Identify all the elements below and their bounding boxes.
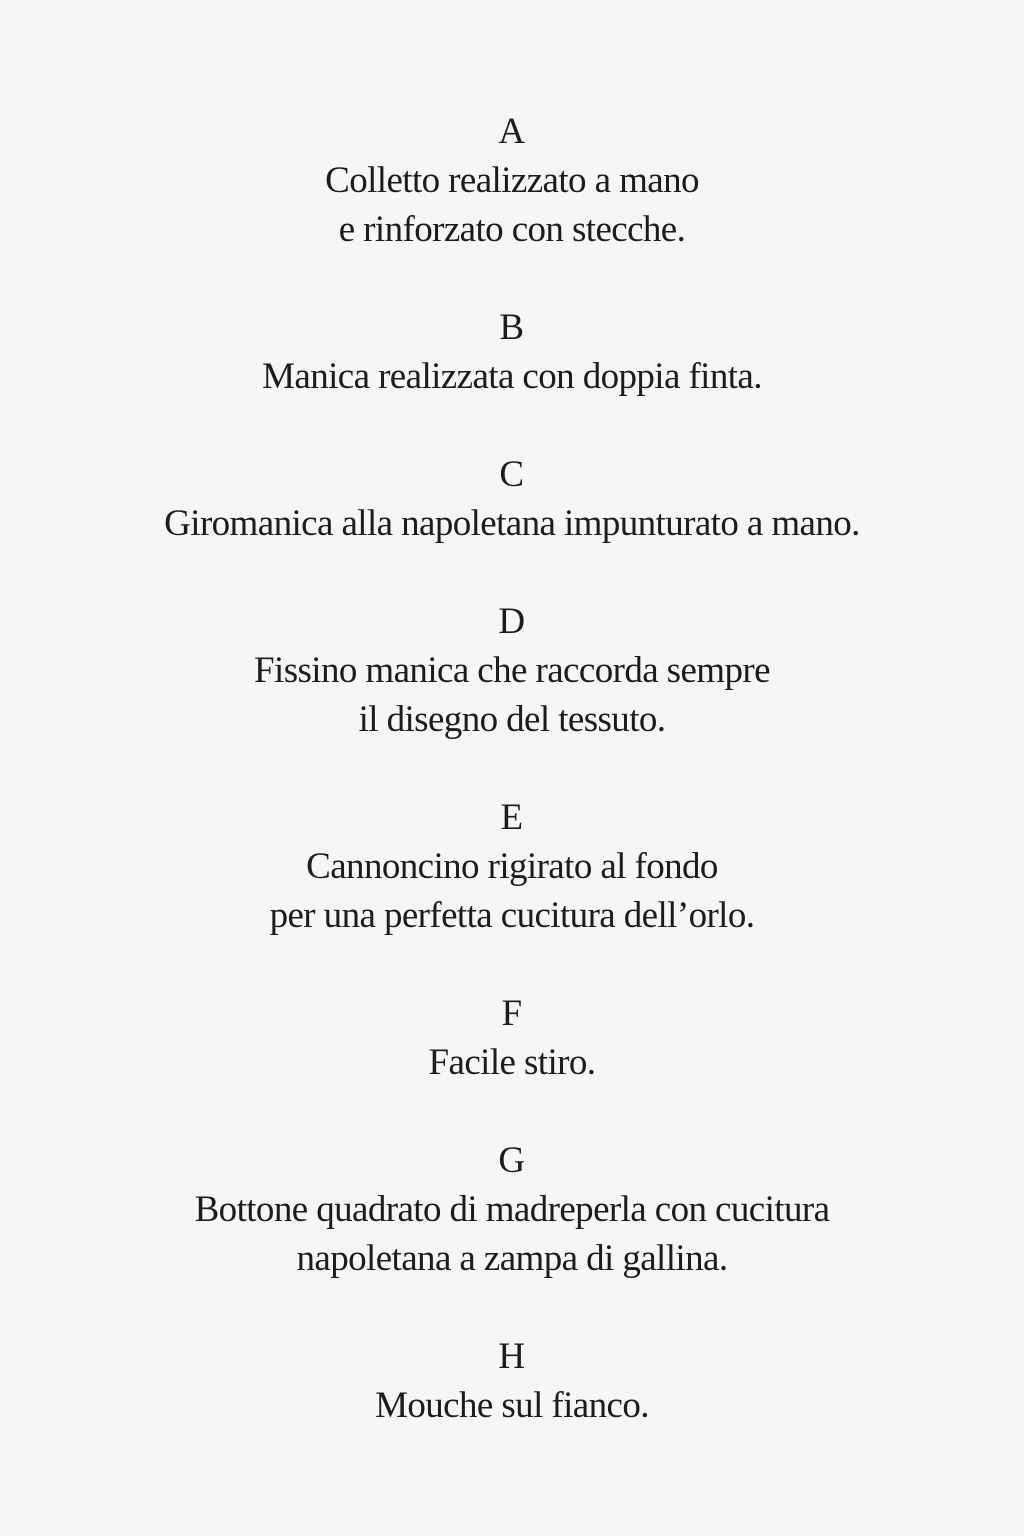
feature-description-line: Facile stiro. xyxy=(428,1042,596,1083)
feature-description-line: Cannoncino rigirato al fondo xyxy=(306,846,718,887)
feature-item-e xyxy=(0,794,1024,940)
feature-item-a xyxy=(0,108,1024,254)
feature-description-line: Colletto realizzato a mano xyxy=(325,160,699,201)
feature-letter: A xyxy=(498,111,526,152)
feature-letter: C xyxy=(499,454,525,495)
feature-item-d xyxy=(0,598,1024,744)
feature-letter: B xyxy=(499,307,525,348)
feature-description-line: Giromanica alla napoletana impunturato a mano. xyxy=(164,503,860,544)
feature-item-g xyxy=(0,1137,1024,1283)
feature-letter: D xyxy=(498,601,526,642)
feature-description-line: Fissino manica che raccorda sempre xyxy=(254,650,770,691)
feature-letter: F xyxy=(501,993,523,1034)
feature-letter: E xyxy=(500,797,524,838)
feature-letter: H xyxy=(498,1336,526,1377)
feature-description-line: Bottone quadrato di madreperla con cucitura xyxy=(194,1189,830,1230)
feature-list xyxy=(0,108,1024,1480)
feature-item-f xyxy=(0,990,1024,1087)
feature-description-line: Mouche sul fianco. xyxy=(375,1385,649,1426)
feature-item-h xyxy=(0,1333,1024,1430)
feature-item-b xyxy=(0,304,1024,401)
feature-item-c xyxy=(0,451,1024,548)
feature-description-line: per una perfetta cucitura dell’orlo. xyxy=(269,895,755,936)
feature-description-line: e rinforzato con stecche. xyxy=(338,209,686,250)
feature-description-line: napoletana a zampa di gallina. xyxy=(296,1238,728,1279)
feature-description-line: Manica realizzata con doppia finta. xyxy=(262,356,762,397)
feature-letter: G xyxy=(498,1140,526,1181)
feature-description-line: il disegno del tessuto. xyxy=(358,699,666,740)
